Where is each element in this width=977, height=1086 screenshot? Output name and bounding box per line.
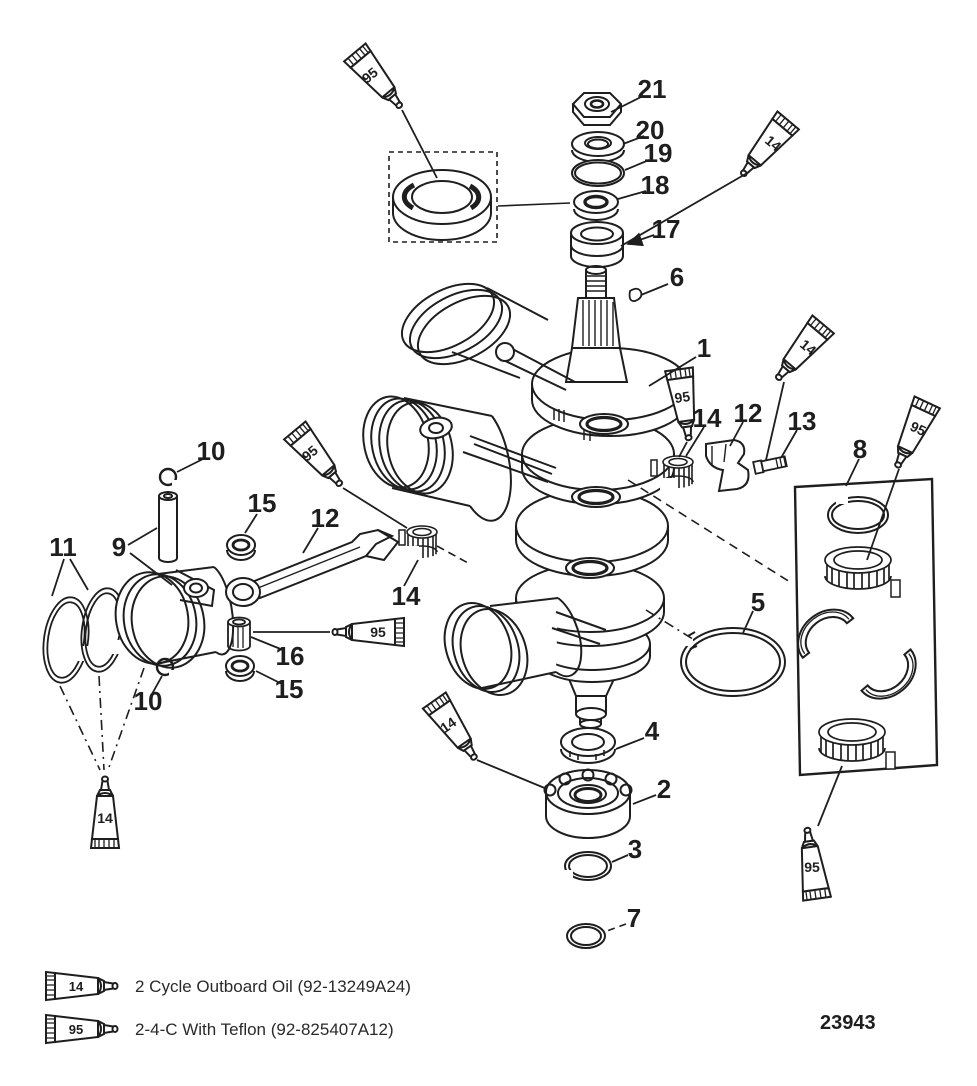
part-12-rod-cap-right (706, 440, 749, 491)
callout-14-right: 14 (692, 403, 722, 433)
drawing-number: 23943 (820, 1012, 876, 1034)
part-19-o-ring (572, 160, 624, 186)
callout-7: 7 (626, 903, 642, 933)
tube-code-oil: 14 (797, 336, 820, 359)
tube-code-oil: 14 (437, 713, 460, 736)
tube-code-teflon: 95 (907, 417, 929, 440)
callout-19: 19 (643, 138, 673, 168)
callout-10-bottom: 10 (133, 686, 163, 716)
legend-oil-tube-icon (46, 972, 118, 1000)
callout-16: 16 (275, 641, 305, 671)
legend (46, 972, 411, 1043)
legend-teflon-tube-icon (46, 1015, 118, 1043)
part-5-snap-ring (679, 628, 785, 696)
part-2-ball-bearing (545, 770, 632, 839)
tube-code-oil: 14 (97, 810, 113, 826)
legend-oil-label: 2 Cycle Outboard Oil (92-13249A24) (135, 977, 411, 996)
tube-code-teflon: 95 (673, 388, 692, 407)
part-8-bearing-kit-box (787, 479, 937, 775)
callout-20: 20 (635, 115, 665, 145)
callout-4: 4 (644, 716, 660, 746)
callout-18: 18 (640, 170, 670, 200)
callout-10-top: 10 (196, 436, 226, 466)
legend-oil-code: 14 (68, 979, 84, 994)
tube-code-teflon: 95 (804, 859, 820, 875)
legend-teflon-code: 95 (68, 1022, 84, 1037)
part-18-washer (574, 191, 618, 220)
callout-14-left: 14 (391, 581, 421, 611)
callout-12-left: 12 (310, 503, 340, 533)
callout-12-right: 12 (733, 398, 763, 428)
legend-teflon-label: 2-4-C With Teflon (92-825407A12) (135, 1020, 394, 1039)
callout-15-bottom: 15 (274, 674, 304, 704)
part-4-collar-nut (561, 728, 615, 763)
part-9-piston (109, 566, 234, 674)
tube-code-teflon: 95 (370, 624, 386, 640)
callout-21: 21 (637, 74, 667, 104)
tube-code-teflon: 95 (358, 64, 381, 87)
part-17-bushing (571, 222, 623, 267)
tube-code-oil: 14 (762, 132, 785, 155)
callout-8: 8 (852, 434, 868, 464)
part-20-washer (572, 132, 624, 162)
callout-15-top: 15 (247, 488, 277, 518)
tube-code-teflon: 95 (298, 442, 321, 465)
callout-9: 9 (111, 532, 127, 562)
callout-2: 2 (656, 774, 672, 804)
callout-13: 13 (787, 406, 817, 436)
callout-1: 1 (696, 333, 712, 363)
part-3-snap-ring (562, 852, 611, 881)
part-6-clip (630, 289, 642, 301)
part-11-piston-rings (38, 585, 129, 685)
part-15-washer-bottom (226, 656, 254, 681)
callout-17: 17 (651, 214, 681, 244)
part-9-piston-pin (159, 492, 177, 562)
part-7-o-ring (567, 924, 605, 948)
callout-6: 6 (669, 262, 685, 292)
callout-11: 11 (49, 532, 77, 562)
seal-detail-box (389, 152, 570, 242)
part-14-cage-left (399, 526, 437, 563)
part-15-washer-top (227, 535, 255, 560)
callout-5: 5 (750, 587, 766, 617)
part-21-nut (573, 93, 621, 125)
callout-3: 3 (627, 834, 643, 864)
